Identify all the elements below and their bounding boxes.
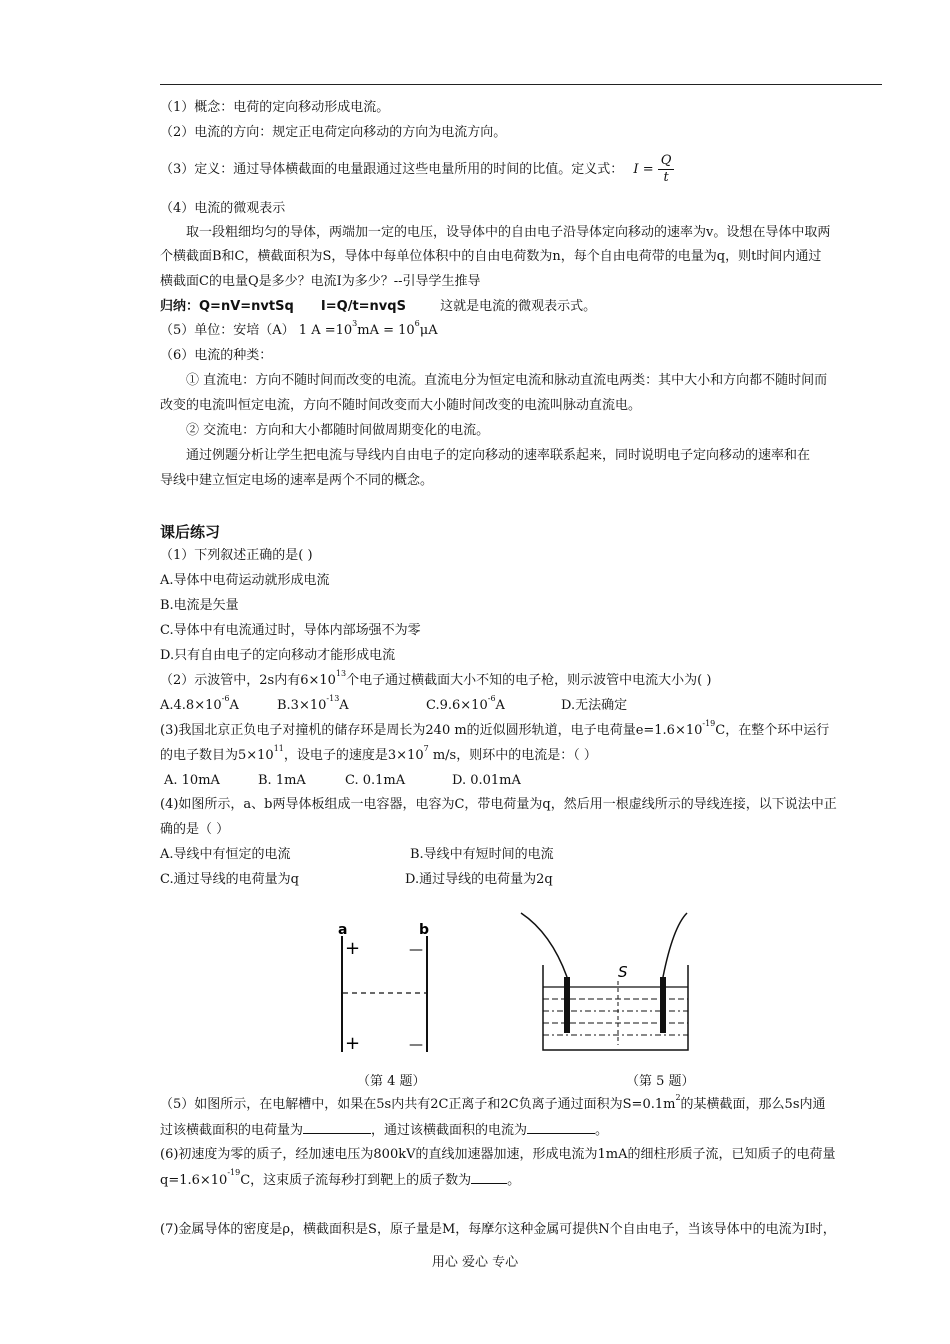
q2a-unit: A [229,698,239,713]
unit-exp-1: 3 [352,319,358,328]
q6-stem-2 [160,1168,521,1190]
example-para-2: 导线中建立恒定电场的速率是两个不同的概念。 [160,473,434,488]
q2a-exp: -6 [221,694,230,703]
plus-sign-top: + [345,938,361,959]
q3b-text: 的电子数目为5×10 [160,748,274,763]
formula-denominator: t [663,170,669,185]
q3-stem-1 [160,719,830,740]
right-electrode [660,977,666,1033]
minus-sign-bottom: — [409,1037,423,1053]
example-para-1: 通过例题分析让学生把电流与导线内自由电子的定向移动的速率联系起来，同时说明电子定向移动的速率和在 [186,448,811,463]
q3-option-a: A. 10mA [164,773,220,788]
q1-option-d: D.只有自由电子的定向移动才能形成电流 [160,648,396,663]
q5-stem-1 [160,1093,826,1114]
q6-blank[interactable] [471,1171,507,1184]
plate-b-label: b [419,922,430,938]
q2b-unit: A [339,698,349,713]
q2a-text: A.4.8×10 [160,698,222,713]
q3-option-d: D. 0.01mA [452,773,521,788]
q6b-text: q=1.6×10 [160,1173,228,1188]
right-wire [663,913,687,977]
summary-formula: 归纳：Q=nV=nvtSq I=Q/t=nvqS [160,299,406,314]
q2-option-b [277,694,349,715]
q2-option-d: D.无法确定 [561,698,628,713]
dc-line-1: ① 直流电：方向不随时间而改变的电流。直流电分为恒定电流和脉动直流电两类：其中大小和方向都不随时间而 [186,373,828,388]
q5-exp: 2 [675,1093,681,1102]
q2c-unit: A [495,698,505,713]
q3-text-2: C，在整个环中运行 [715,723,830,738]
formula-lhs: I = [633,162,654,177]
definition-line [160,153,674,186]
q1-option-b: B.电流是矢量 [160,598,239,613]
q5b-text-3: 。 [595,1123,609,1138]
header-rule [160,84,882,85]
q4-option-d: D.通过导线的电荷量为2q [405,872,553,887]
q6-stem-1: (6)初速度为零的质子，经加速电压为800kV的直线加速器加速，形成电流为1mA的细柱形质子流，已知质子的电荷量 [160,1147,836,1162]
q5-blank-current[interactable] [527,1121,595,1134]
micro-heading: （4）电流的微观表示 [160,201,286,216]
unit-line [160,319,438,340]
q2b-exp: -13 [326,694,340,703]
q3-option-b: B. 1mA [258,773,306,788]
formula-numerator: Q [658,153,675,170]
figure-4-capacitor [325,918,445,1060]
q2-text: （2）示波管中，2s内有6×10 [160,673,336,688]
q1-option-a: A.导体中电荷运动就形成电流 [160,573,330,588]
q5-text-2: 的某横截面，那么5s内通 [680,1097,826,1112]
micro-para-3: 横截面C的电量Q是多少？电流I为多少？--引导学生推导 [160,274,481,289]
q7-stem: (7)金属导体的密度是ρ，横截面积是S，原子量是M，每摩尔这种金属可提供N个自由电子，当该导体中的电流为I时， [160,1222,836,1237]
q6b-text-3: 。 [507,1173,521,1188]
plus-sign-bottom: + [345,1033,361,1054]
q3b-text-3: m/s，则环中的电流是：（ ） [428,748,597,763]
definition-text: （3）定义：通过导体横截面的电量跟通过这些电量所用的时间的比值。定义式： [160,162,624,177]
q3-stem-2 [160,744,597,765]
q6b-text-2: C，这束质子流每秒打到靶上的质子数为 [240,1173,472,1188]
q2c-text: C.9.6×10 [426,698,488,713]
ac-line: ② 交流电：方向和大小都随时间做周期变化的电流。 [186,423,490,438]
q5-stem-2 [160,1121,608,1140]
formula-fraction [658,153,675,186]
unit-text: （5）单位：安培（A） 1 A =10 [160,323,353,338]
direction-line: （2）电流的方向：规定正电荷定向移动的方向为电流方向。 [160,125,507,140]
unit-text-2: mA = 10 [357,323,415,338]
dc-line-2: 改变的电流叫恒定电流，方向不随时间改变而大小随时间改变的电流叫脉动直流电。 [160,398,642,413]
q4-stem-1: (4)如图所示，a、b两导体板组成一电容器，电容为C，带电荷量为q，然后用一根虚线所示的导线连接，以下说法中正 [160,797,837,812]
q6b-exp: -19 [227,1168,241,1177]
exercises-heading: 课后练习 [160,523,221,541]
q5-text: （5）如图所示，在电解槽中，如果在5s内共有2C正离子和2C负离子通过面积为S=0.1m [160,1097,676,1112]
q3b-exp-2: 7 [423,744,429,753]
page-footer: 用心 爱心 专心 [431,1255,519,1270]
q5b-text: 过该横截面积的电荷量为 [160,1123,304,1138]
q3-text: (3)我国北京正负电子对撞机的储存环是周长为240 m的近似圆形轨道，电子电荷量e=1.6×10 [160,723,703,738]
figure-5-caption: （第 5 题） [626,1074,695,1089]
minus-sign-top: — [409,942,423,958]
q2-stem [160,669,712,690]
q2-exp: 13 [335,669,347,678]
plate-a-label: a [338,922,348,938]
q2-option-c [426,694,505,715]
q3-option-c: C. 0.1mA [345,773,406,788]
q1-stem: （1）下列叙述正确的是( ) [160,548,313,563]
left-electrode [564,977,570,1033]
concept-line: （1）概念：电荷的定向移动形成电流。 [160,100,390,115]
q4-option-a: A.导线中有恒定的电流 [160,847,291,862]
unit-text-3: μA [419,323,438,338]
summary-line [160,298,596,316]
q4-stem-2: 确的是（ ） [160,822,230,837]
cross-section-label: S [618,963,628,981]
q3-exp: -19 [702,719,716,728]
figure-4-caption: （第 4 题） [357,1074,426,1089]
unit-exp-2: 6 [414,319,420,328]
q2-option-a [160,694,239,715]
micro-para-1: 取一段粗细均匀的导体，两端加一定的电压，设导体中的自由电子沿导体定向移动的速率为v。设想在导体中取两 [186,225,831,240]
q5-blank-charge[interactable] [303,1121,371,1134]
left-wire [521,913,567,977]
types-heading: （6）电流的种类： [160,348,273,363]
q3b-text-2: ，设电子的速度是3×10 [283,748,424,763]
q4-option-c: C.通过导线的电荷量为q [160,872,299,887]
q1-option-c: C.导体中有电流通过时，导体内部场强不为零 [160,623,421,638]
q4-option-b: B.导线中有短时间的电流 [410,847,554,862]
figure-5-electrolytic-cell [515,905,695,1055]
q2c-exp: -6 [487,694,496,703]
q2b-text: B.3×10 [277,698,327,713]
q2-text-2: 个电子通过横截面大小不知的电子枪，则示波管中电流大小为( ) [346,673,712,688]
micro-para-2: 个横截面B和C，横截面积为S，导体中每单位体积中的自由电荷数为n，每个自由电荷带的电量为q，则t时间内通过 [160,249,822,264]
q3b-exp: 11 [273,744,284,753]
summary-text: 这就是电流的微观表示式。 [440,299,597,314]
q5b-text-2: ，通过该横截面积的电流为 [371,1123,528,1138]
